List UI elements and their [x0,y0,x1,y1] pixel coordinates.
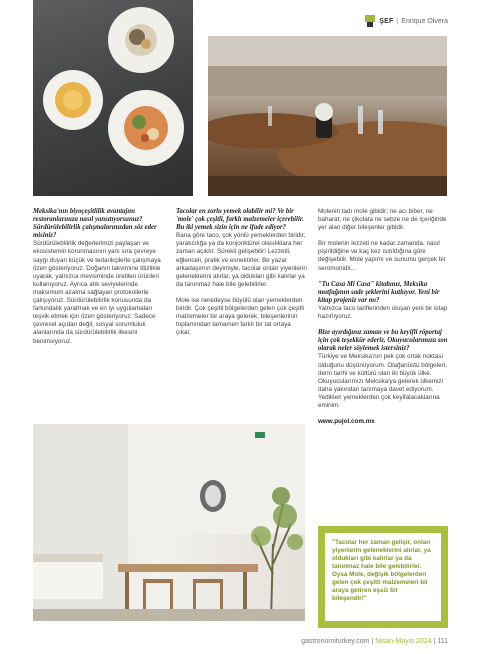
question-1: Meksika'nın biyoçeşitlilik avantajını restoranlarınıza nasıl yansıtıyorsunuz? Sürdürülebilirlik çalışmalarınızdan söz eder misiniz? [33,208,157,240]
column-2 [176,208,307,345]
page-footer [301,638,448,645]
pull-quote-text: "Tacolar her zaman gelişir, onları yiyenlerin geleneklerini alırlar, ya oldukları gibi kalırlar ya da tanınmaz hale bile gelebilirler. Oysa Mole, değişik bölgelerden gelen çok çeşitli malzemeleri bir araya getiren eşsiz bir bileşendir!" [325,533,441,621]
website-link[interactable]: www.pujol.com.mx [318,418,375,426]
interior-photo [33,424,305,621]
footer-issue: Nisan-Mayıs 2024 [375,638,432,645]
column-1 [33,208,168,354]
answer-4: Türkiye ve Meksika'nın pek çok ortak noktası olduğunu düşünüyorum. Olağanüstü bölgeleri, derin tarihi ve kültürü olan iki büyük ülke. Okuyucularımızı Meksika'ya gelerek ülkemizi daha yakından tanımaya davet ediyorum. Yedikleri yemeklerden çok keyifalacaklarına eminim. [318,353,447,409]
answer-3: Yalnızca taco tariflerinden oluşan yeni bir kitap hazırlıyoruz. [318,304,448,321]
section-header [365,15,448,27]
chef-name: Enrique Olvera [401,17,448,25]
footer-separator: | [371,638,374,645]
answer-2: Bana göre taco, çok yönlü yemeklerden biridir; yaratıcılığa ya da konjonktürel olasılıklara her zaman açıktır. Sürekli gelişebilir! Lezzetli, eğlenceli, pratik ve esnektirler. Bir yazar arkadaşımın deyimiyle, tacolar onları yiyenlerin geleneklerini alırlar, ya oldukları gibi kalırlar ya da tanınmaz hale bile gelebilirler. [176,232,307,288]
column-3 [318,208,448,426]
restaurant-photo [208,36,447,196]
section-label: ŞEF [379,17,394,25]
question-4: Bize ayırdığınız zaman ve bu keyifli röportaj için çok teşekkür ederiz. Okuyucularımıza son olarak neler söylemek istersiniz? [318,329,448,353]
dishes-illustration [33,0,193,196]
header-separator: | [396,17,399,25]
question-3: "Tu Casa Mi Casa" kitabınız, Meksika mutfağının sade şeklerini kutluyor. Yeni bir kitap projeniz var mı? [318,280,440,304]
mole-paragraph-1: Molenin tadı mole gibidir; ne acı biber, ne baharat, ne çikolata ne sebze ne de içeriğinde yer alan diğer bileşenler gibidir. [318,208,447,232]
dishes-photo [33,0,193,196]
chef-hat-icon [365,15,375,27]
page-number: 111 [437,638,448,645]
footer-site: gastronomiturkey.com [301,638,370,645]
answer-1: Sürdürülebilirlik değerlerimizi paylaşan ve ekosistemin korunmasının yanı sıra çevreye saygı duyan küçük ve tedarikçilerle çalışmaya özen gösteriyoruz. Doğanın takvimine titizlikle uyarak, yalnızca mevsiminde üretilen ürünleri kullanıyoruz. Ayrıca atık seviyelerinde maksimum azalma sağlayan protokollerle çalışıyoruz. Sürdürülebilirlik konusunda da farkındalık yaratmak ve en iyi uygulamaları teşvik etmek için özen gösteriyoruz. Sadece çevresel açıdan değil, sosyal sorumluluk alanlarında da sürdürülebilirlik ilkesini benimsiyoruz. [33,240,161,345]
pull-quote-box [318,526,448,628]
mole-paragraph-2: Bir molenin lezzeti ne kadar zamanda, nasıl pişirildiğine ve kaç kez ısıtıldığına göre değişebilir. Mole yapımı ve sunumu gerçek bir seromonidir... [318,240,446,272]
footer-separator-2: | [433,638,436,645]
answer-2-continued: Mole ise neredeyse büyülü olan yemeklerden biridir. Çok çeşitli bölgelerden gelen çok çeşitli malzemeler bir araya gelerek, bileşenlerinin toplamından tamamen farklı bir tat ortaya çıkar. [176,296,305,337]
interior-illustration [33,424,305,621]
restaurant-illustration [208,36,447,196]
question-2: Tacolar en zorlu yemek olabilir mi? Ve bir 'mole' çok çeşitli, farklı malzemeler içerebilir. Bu iki yemek sizin için ne ifade ediyor? [176,208,304,232]
